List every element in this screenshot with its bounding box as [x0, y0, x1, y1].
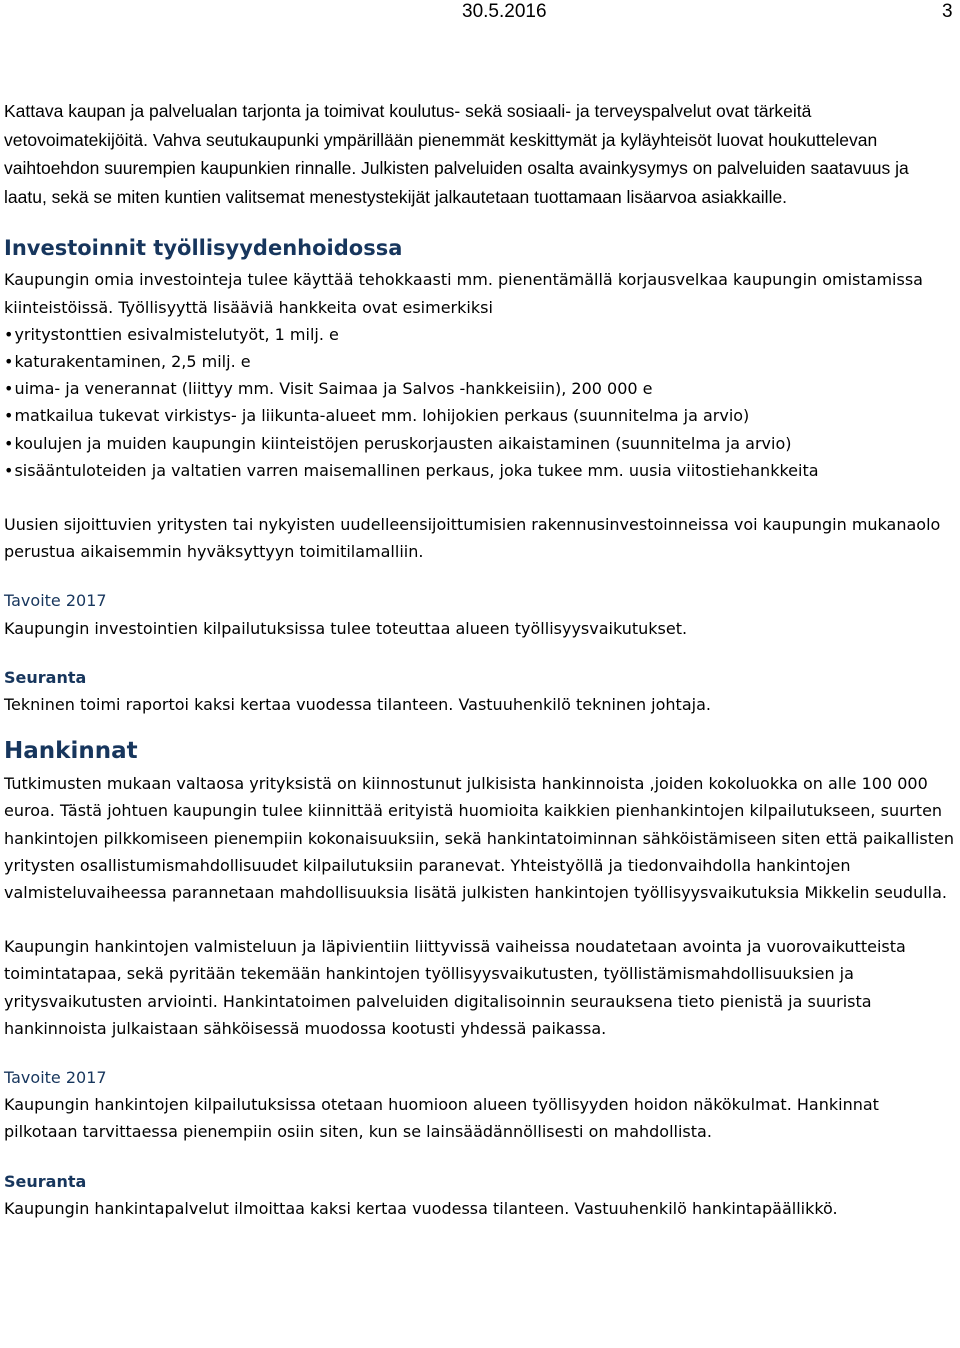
bullet-item: • sisääntuloteiden ja valtatien varren maisemallinen perkaus, joka tukee mm. uusia viitostiehankkeita [4, 457, 956, 484]
bullet-item: • yritystonttien esivalmistelutyöt, 1 milj. e [4, 321, 956, 348]
page-number: 3 [942, 1, 953, 22]
bullet-item: • koulujen ja muiden kaupungin kiinteistöjen peruskorjausten aikaistaminen (suunnitelma ja arvio) [4, 430, 956, 457]
bullet-item: • matkailua tukevat virkistys- ja liikunta-alueet mm. lohijokien perkaus (suunnitelma ja arvio) [4, 402, 956, 429]
procurement-paragraph-1: Tutkimusten mukaan valtaosa yrityksistä on kiinnostunut julkisista hankinnoista ,joiden kokoluokka on alle 100 000 euroa. Tästä johtuen kaupungin tulee kiinnittää erityistä huomioita kaikkien pienhankintojen kilpailutukseen, suurten hankintojen pilkkomiseen pienempiin kokonaisuuksiin, sekä hankintatoiminnan sähköistämiseen siten että paikallisten yritysten osallistumismahdollisuudet kilpailutuksiin paranevat. Yhteistyöllä ja tiedonvaihdolla hankintojen valmisteluvaiheessa parannetaan mahdollisuuksia lisätä julkisten hankintojen työllisyysvaikutuksia Mikkelin seudulla. [4, 774, 955, 903]
investments-goal-label: Tavoite 2017 [4, 591, 107, 611]
investments-bullet-list [4, 321, 956, 484]
investments-paragraph: Kaupungin omia investointeja tulee käyttää tehokkaasti mm. pienentämällä korjausvelkaa kaupungin omistamissa kiinteistöissä. Työllisyyttä lisääviä hankkeita ovat esimerkiksi [4, 270, 923, 317]
procurement-paragraph-2: Kaupungin hankintojen valmisteluun ja läpivientiin liittyvissä vaiheissa noudatetaan avointa ja vuorovaikutteista toimintatapaa, sekä pyritään tekemään hankintojen työllisyysvaikutusten, työllistämismahdollisuuksien ja yritysvaikutusten arviointi. Hankintatoimen palveluiden digitalisoinnin seurauksena tieto pienistä ja suurista hankinnoista julkaistaan sähköisessä muodossa kootusti yhdessä paikassa. [4, 937, 906, 1038]
procurement-heading: Hankinnat [4, 738, 138, 765]
procurement-followup-text: Kaupungin hankintapalvelut ilmoittaa kaksi kertaa vuodessa tilanteen. Vastuuhenkilö hankintapäällikkö. [4, 1198, 838, 1218]
procurement-goal-label: Tavoite 2017 [4, 1068, 107, 1088]
bullet-item: • katurakentaminen, 2,5 milj. e [4, 348, 956, 375]
procurement-followup-label: Seuranta [4, 1171, 87, 1191]
bullet-item: • uima- ja venerannat (liittyy mm. Visit Saimaa ja Salvos -hankkeisiin), 200 000 e [4, 375, 956, 402]
investments-followup-label: Seuranta [4, 667, 87, 687]
header-date: 30.5.2016 [462, 1, 547, 22]
intro-paragraph: Kattava kaupan ja palvelualan tarjonta ja toimivat koulutus- sekä sosiaali- ja terveyspalvelut ovat tärkeitä vetovoimatekijöitä. Vahva seutukaupunki ympärillään pienemmät keskittymät ja kyläyhteisöt luovat houkuttelevan vaihtoehdon suurempien kaupunkien rinnalle. Julkisten palveluiden osalta avainkysymys on palveluiden saatavuus ja laatu, sekä se miten kuntien valitsemat menestystekijät jalkautetaan tuottamaan lisäarvoa asiakkaille. [4, 101, 909, 207]
procurement-goal-text: Kaupungin hankintojen kilpailutuksissa otetaan huomioon alueen työllisyyden hoidon näkökulmat. Hankinnat pilkotaan tarvittaessa pienempiin osiin siten, kun se lainsäädännöllisesti on mahdollista. [4, 1095, 879, 1142]
investments-goal-text: Kaupungin investointien kilpailutuksissa tulee toteuttaa alueen työllisyysvaikutukset. [4, 618, 688, 638]
investments-heading: Investoinnit työllisyydenhoidossa [4, 236, 403, 261]
investments-paragraph-2: Uusien sijoittuvien yritysten tai nykyisten uudelleensijoittumisien rakennusinvestoinneissa voi kaupungin mukanaolo perustua aikaisemmin hyväksyttyyn toimitilamalliin. [4, 515, 941, 562]
document-body [4, 97, 956, 1222]
investments-followup-text: Tekninen toimi raportoi kaksi kertaa vuodessa tilanteen. Vastuuhenkilö tekninen johtaja. [4, 695, 711, 715]
